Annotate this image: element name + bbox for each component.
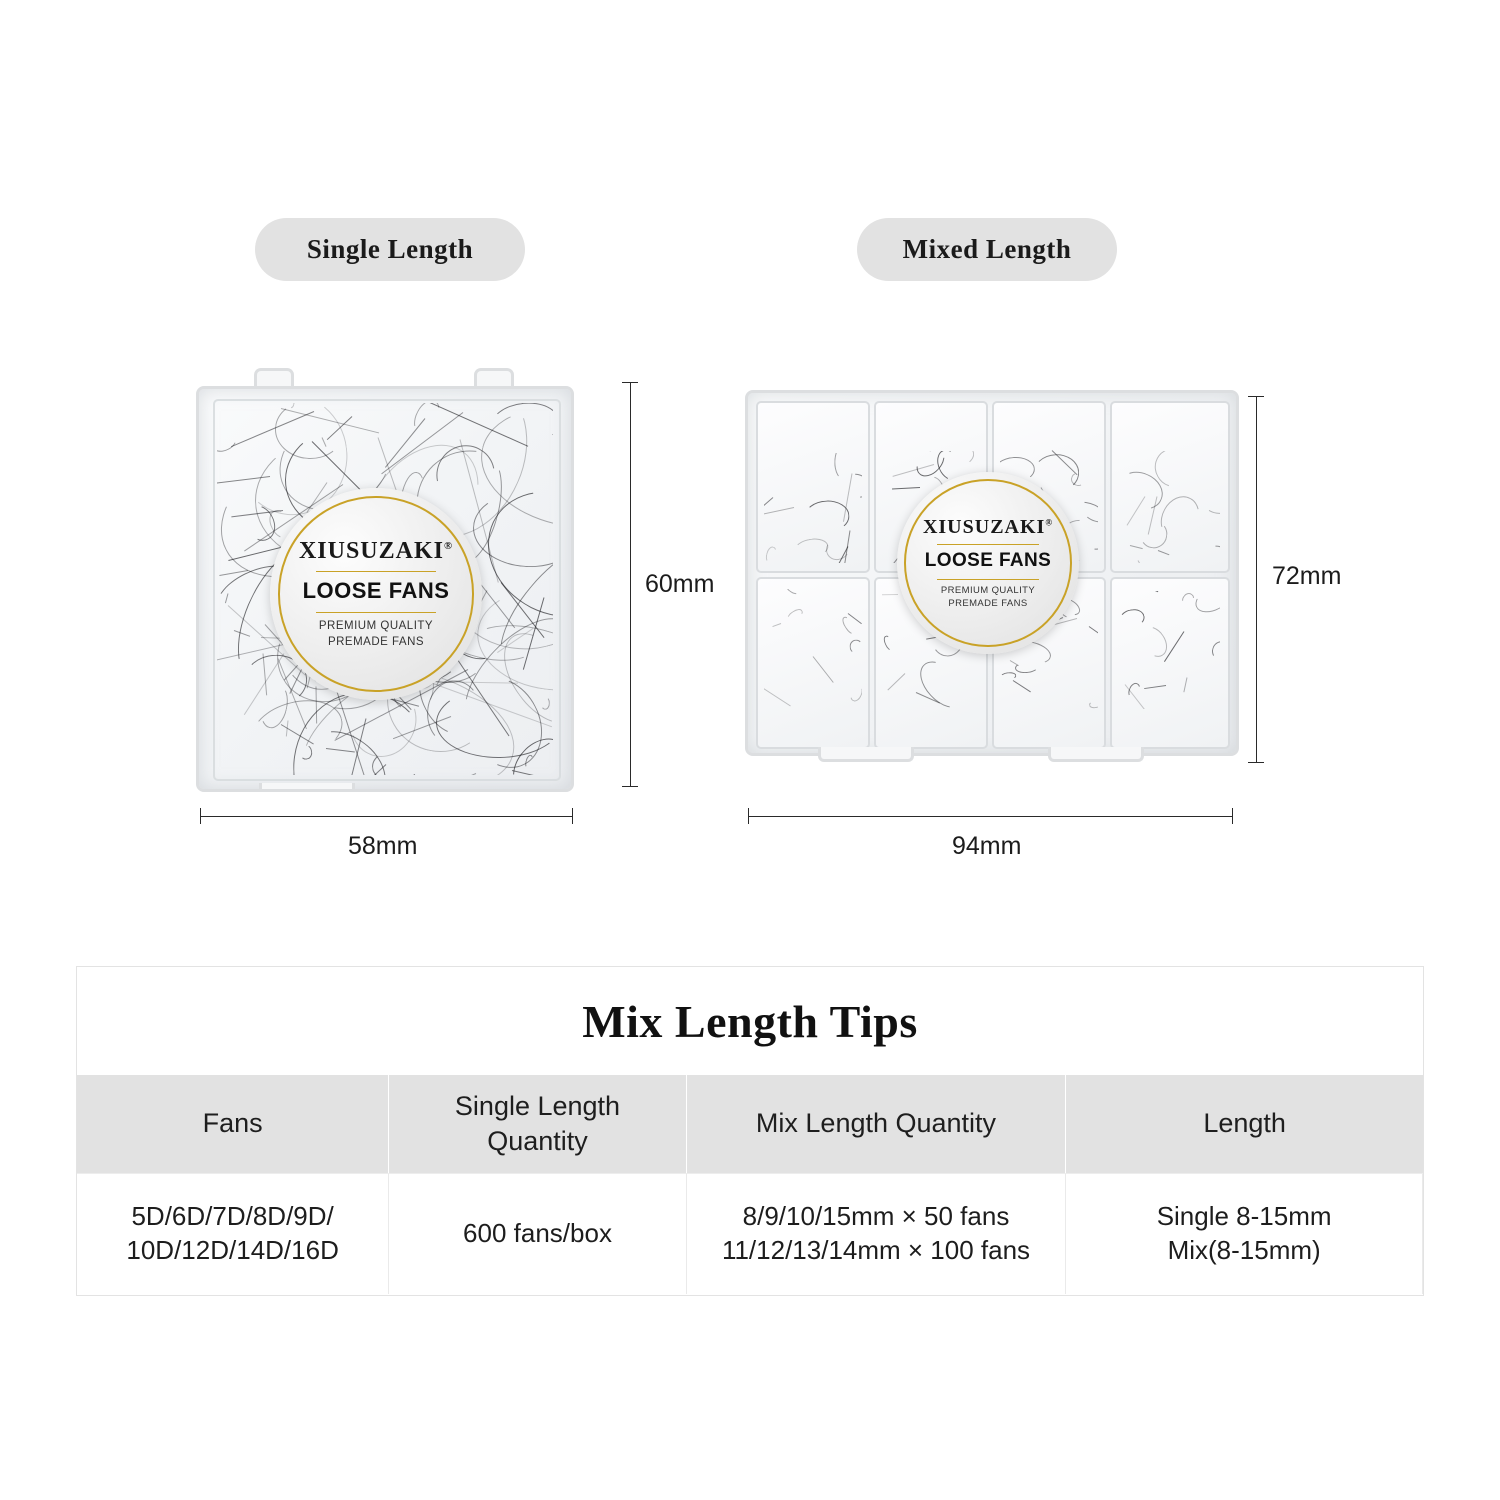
compartment-cell — [756, 401, 870, 573]
dimension-tick-single-left — [200, 808, 201, 824]
table-cell-length — [1066, 1174, 1423, 1294]
dimension-label-mixed-height: 72mm — [1272, 562, 1342, 590]
badge-mixed-length-label: Mixed Length — [902, 234, 1072, 264]
dimension-tick-mixed-left — [748, 808, 749, 824]
label-divider-top — [316, 571, 436, 572]
table-cell-fans-line1: 5D/6D/7D/8D/9D/ — [131, 1201, 334, 1232]
label-divider-bottom — [937, 579, 1039, 580]
dimension-tick-single-right — [572, 808, 573, 824]
lash-fans-texture — [1120, 451, 1220, 563]
compartment-cell — [1110, 401, 1230, 573]
table-header-length: Length — [1066, 1075, 1423, 1173]
table-cell-mix-quantity — [687, 1174, 1067, 1294]
dimension-tick-mixed-right — [1232, 808, 1233, 824]
box-foot-icon — [259, 783, 355, 792]
label-title-single: LOOSE FANS — [302, 577, 450, 603]
product-photo-mixed-length — [745, 390, 1233, 765]
table-cell-fans — [77, 1174, 389, 1294]
label-title-mixed: LOOSE FANS — [924, 549, 1052, 571]
badge-single-length — [255, 218, 525, 281]
box-foot-icon — [818, 747, 914, 762]
table-cell-single-quantity: 600 fans/box — [389, 1174, 686, 1294]
label-brand-text: XIUSUZAKI — [298, 537, 444, 564]
lash-fans-texture — [764, 453, 862, 563]
table-cell-fans-line2: 10D/12D/14D/16D — [126, 1235, 339, 1265]
table-header-row — [77, 1075, 1423, 1173]
label-subtitle-mixed — [941, 585, 1035, 611]
dimension-label-single-height: 60mm — [645, 570, 715, 598]
label-subtitle-line2: PREMADE FANS — [327, 635, 425, 648]
table-cell-mix-quantity-line1: 8/9/10/15mm × 50 fans — [742, 1201, 1010, 1232]
dimension-tick-single-bottom — [622, 786, 638, 787]
box-foot-icon — [1048, 747, 1144, 762]
dimension-line-single-height — [630, 382, 631, 786]
label-brand-mark: ® — [443, 539, 454, 552]
table-header-single-quantity-line2: Quantity — [487, 1126, 588, 1156]
table-header-fans: Fans — [77, 1075, 389, 1173]
lash-fans-texture — [1120, 591, 1220, 709]
mix-length-tips-table — [76, 966, 1424, 1296]
table-cell-length-line2: Mix(8-15mm) — [1167, 1235, 1321, 1265]
table-row — [77, 1173, 1423, 1294]
compartment-cell — [756, 577, 870, 749]
tips-title: Mix Length Tips — [582, 995, 918, 1047]
dimension-label-single-width: 58mm — [348, 832, 418, 860]
table-header-mix-quantity: Mix Length Quantity — [687, 1075, 1067, 1173]
dimension-tick-single-top — [622, 382, 638, 383]
label-subtitle-line1: PREMIUM QUALITY — [318, 619, 434, 632]
label-divider-bottom — [316, 612, 436, 613]
product-photo-single-length — [196, 368, 568, 786]
label-brand-mixed — [923, 516, 1053, 539]
table-header-single-quantity-line1: Single Length — [454, 1090, 621, 1121]
product-round-label-mixed — [897, 472, 1079, 654]
compartment-cell — [1110, 577, 1230, 749]
table-header-single-quantity — [389, 1075, 686, 1173]
badge-mixed-length — [857, 218, 1117, 281]
table-cell-mix-quantity-line2: 11/12/13/14mm × 100 fans — [721, 1235, 1031, 1265]
label-brand-single — [299, 538, 453, 565]
dimension-line-mixed-width — [748, 816, 1232, 817]
label-subtitle-line1: PREMIUM QUALITY — [940, 584, 1036, 596]
dimension-line-mixed-height — [1256, 396, 1257, 762]
dimension-line-single-width — [200, 816, 572, 817]
dimension-tick-mixed-top — [1248, 396, 1264, 397]
label-brand-text: XIUSUZAKI — [922, 515, 1046, 538]
label-divider-top — [937, 544, 1039, 545]
label-subtitle-single — [319, 619, 433, 650]
lash-fans-texture — [764, 589, 862, 707]
label-subtitle-line2: PREMADE FANS — [948, 597, 1028, 609]
product-round-label-single — [270, 488, 482, 700]
dimension-label-mixed-width: 94mm — [952, 832, 1022, 860]
badge-single-length-label: Single Length — [306, 234, 474, 264]
table-cell-length-line1: Single 8-15mm — [1156, 1201, 1332, 1232]
dimension-tick-mixed-bottom — [1248, 762, 1264, 763]
label-brand-mark: ® — [1045, 517, 1054, 528]
